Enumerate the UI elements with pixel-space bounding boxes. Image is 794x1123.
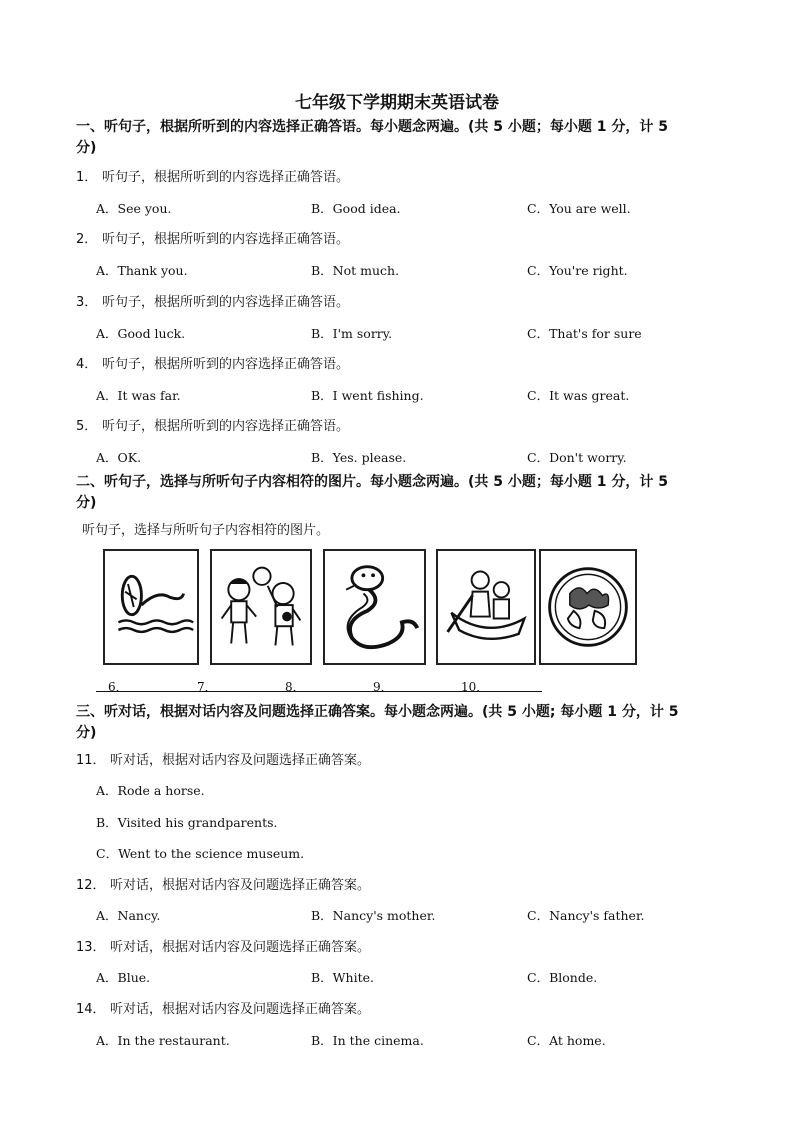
q13-option-c[interactable]: C．Blonde.	[527, 970, 598, 985]
picture-number: 7．	[197, 680, 217, 694]
section2-heading	[76, 472, 756, 514]
section2-heading-line2: 分)	[76, 495, 97, 511]
question-number: 3．	[76, 295, 98, 310]
section2-instruction: 听句子，选择与所听句子内容相符的图片。	[82, 523, 330, 538]
children-ball-icon[interactable]	[210, 549, 312, 665]
q2-option-b[interactable]: B．Not much.	[311, 263, 400, 278]
q11-option-b[interactable]: B．Visited his grandparents.	[96, 815, 278, 830]
page-title: 七年级下学期期末英语试卷	[295, 93, 499, 113]
q14-option-c[interactable]: C．At home.	[527, 1033, 606, 1048]
q12-option-b[interactable]: B．Nancy's mother.	[311, 908, 436, 923]
q3-option-a[interactable]: A．Good luck.	[96, 326, 186, 341]
q4-option-b[interactable]: B．I went fishing.	[311, 388, 424, 403]
section1-heading-line2: 分)	[76, 140, 97, 156]
q3-option-c[interactable]: C．That's for sure	[527, 326, 642, 341]
question-3	[76, 291, 349, 310]
q12-option-a[interactable]: A．Nancy.	[96, 908, 161, 923]
question-12	[76, 874, 370, 893]
question-2	[76, 228, 349, 247]
q14-option-a[interactable]: A．In the restaurant.	[96, 1033, 230, 1048]
q4-option-a[interactable]: A．It was far.	[96, 388, 181, 403]
q11-option-a[interactable]: A．Rode a horse.	[96, 783, 205, 798]
vegetables-plate-icon[interactable]	[539, 549, 637, 665]
question-prompt: 听句子，根据所听到的内容选择正确答语。	[102, 295, 350, 310]
question-prompt: 听句子，根据所听到的内容选择正确答语。	[102, 357, 350, 372]
q3-option-b[interactable]: B．I'm sorry.	[311, 326, 393, 341]
question-5	[76, 415, 349, 434]
question-number: 11．	[76, 753, 106, 768]
q5-option-a[interactable]: A．OK.	[96, 450, 142, 465]
section3-heading	[76, 702, 756, 744]
question-13	[76, 936, 370, 955]
q1-option-a[interactable]: A．See you.	[96, 201, 172, 216]
q14-option-b[interactable]: B．In the cinema.	[311, 1033, 424, 1048]
picture-number: 10．	[461, 680, 489, 694]
picture-number: 9．	[373, 680, 393, 694]
question-prompt: 听对话，根据对话内容及问题选择正确答案。	[110, 1002, 371, 1017]
q12-option-c[interactable]: C．Nancy's father.	[527, 908, 645, 923]
question-number: 13．	[76, 940, 106, 955]
question-4	[76, 353, 349, 372]
q11-option-c[interactable]: C．Went to the science museum.	[96, 846, 305, 861]
question-14	[76, 998, 370, 1017]
answer-underline	[96, 691, 542, 692]
question-prompt: 听对话，根据对话内容及问题选择正确答案。	[110, 753, 371, 768]
q2-option-a[interactable]: A．Thank you.	[96, 263, 188, 278]
question-1	[76, 166, 349, 185]
q1-option-c[interactable]: C．You are well.	[527, 201, 631, 216]
picture-number: 8．	[285, 680, 305, 694]
question-prompt: 听对话，根据对话内容及问题选择正确答案。	[110, 940, 371, 955]
question-prompt: 听对话，根据对话内容及问题选择正确答案。	[110, 878, 371, 893]
q13-option-a[interactable]: A．Blue.	[96, 970, 151, 985]
picture-row	[103, 549, 643, 667]
q13-option-b[interactable]: B．White.	[311, 970, 374, 985]
section1-heading	[76, 117, 756, 159]
question-number: 4．	[76, 357, 98, 372]
q5-option-b[interactable]: B．Yes. please.	[311, 450, 407, 465]
section1-heading-line1: 一、听句子，根据所听到的内容选择正确答语。每小题念两遍。(共 5 小题；每小题 1 分，计 5	[76, 119, 668, 135]
section3-heading-line1: 三、听对话，根据对话内容及问题选择正确答案。每小题念两遍。(共 5 小题; 每小题 1 分，计 5	[76, 704, 679, 720]
section3-heading-line2: 分)	[76, 725, 97, 741]
question-number: 14．	[76, 1002, 106, 1017]
question-11	[76, 749, 370, 768]
section2-heading-line1: 二、听句子，选择与所听句子内容相符的图片。每小题念两遍。(共 5 小题；每小题 1 分，计 5	[76, 474, 668, 490]
question-number: 5．	[76, 419, 98, 434]
question-prompt: 听句子，根据所听到的内容选择正确答语。	[102, 419, 350, 434]
q5-option-c[interactable]: C．Don't worry.	[527, 450, 627, 465]
boat-icon[interactable]	[436, 549, 536, 665]
q2-option-c[interactable]: C．You're right.	[527, 263, 628, 278]
question-number: 1．	[76, 170, 98, 185]
question-prompt: 听句子，根据所听到的内容选择正确答语。	[102, 170, 350, 185]
question-number: 2．	[76, 232, 98, 247]
q1-option-b[interactable]: B．Good idea.	[311, 201, 401, 216]
snake-icon[interactable]	[323, 549, 426, 665]
q4-option-c[interactable]: C．It was great.	[527, 388, 630, 403]
question-prompt: 听句子，根据所听到的内容选择正确答语。	[102, 232, 350, 247]
swimmer-icon[interactable]	[103, 549, 199, 665]
question-number: 12．	[76, 878, 106, 893]
picture-number: 6．	[108, 680, 128, 694]
